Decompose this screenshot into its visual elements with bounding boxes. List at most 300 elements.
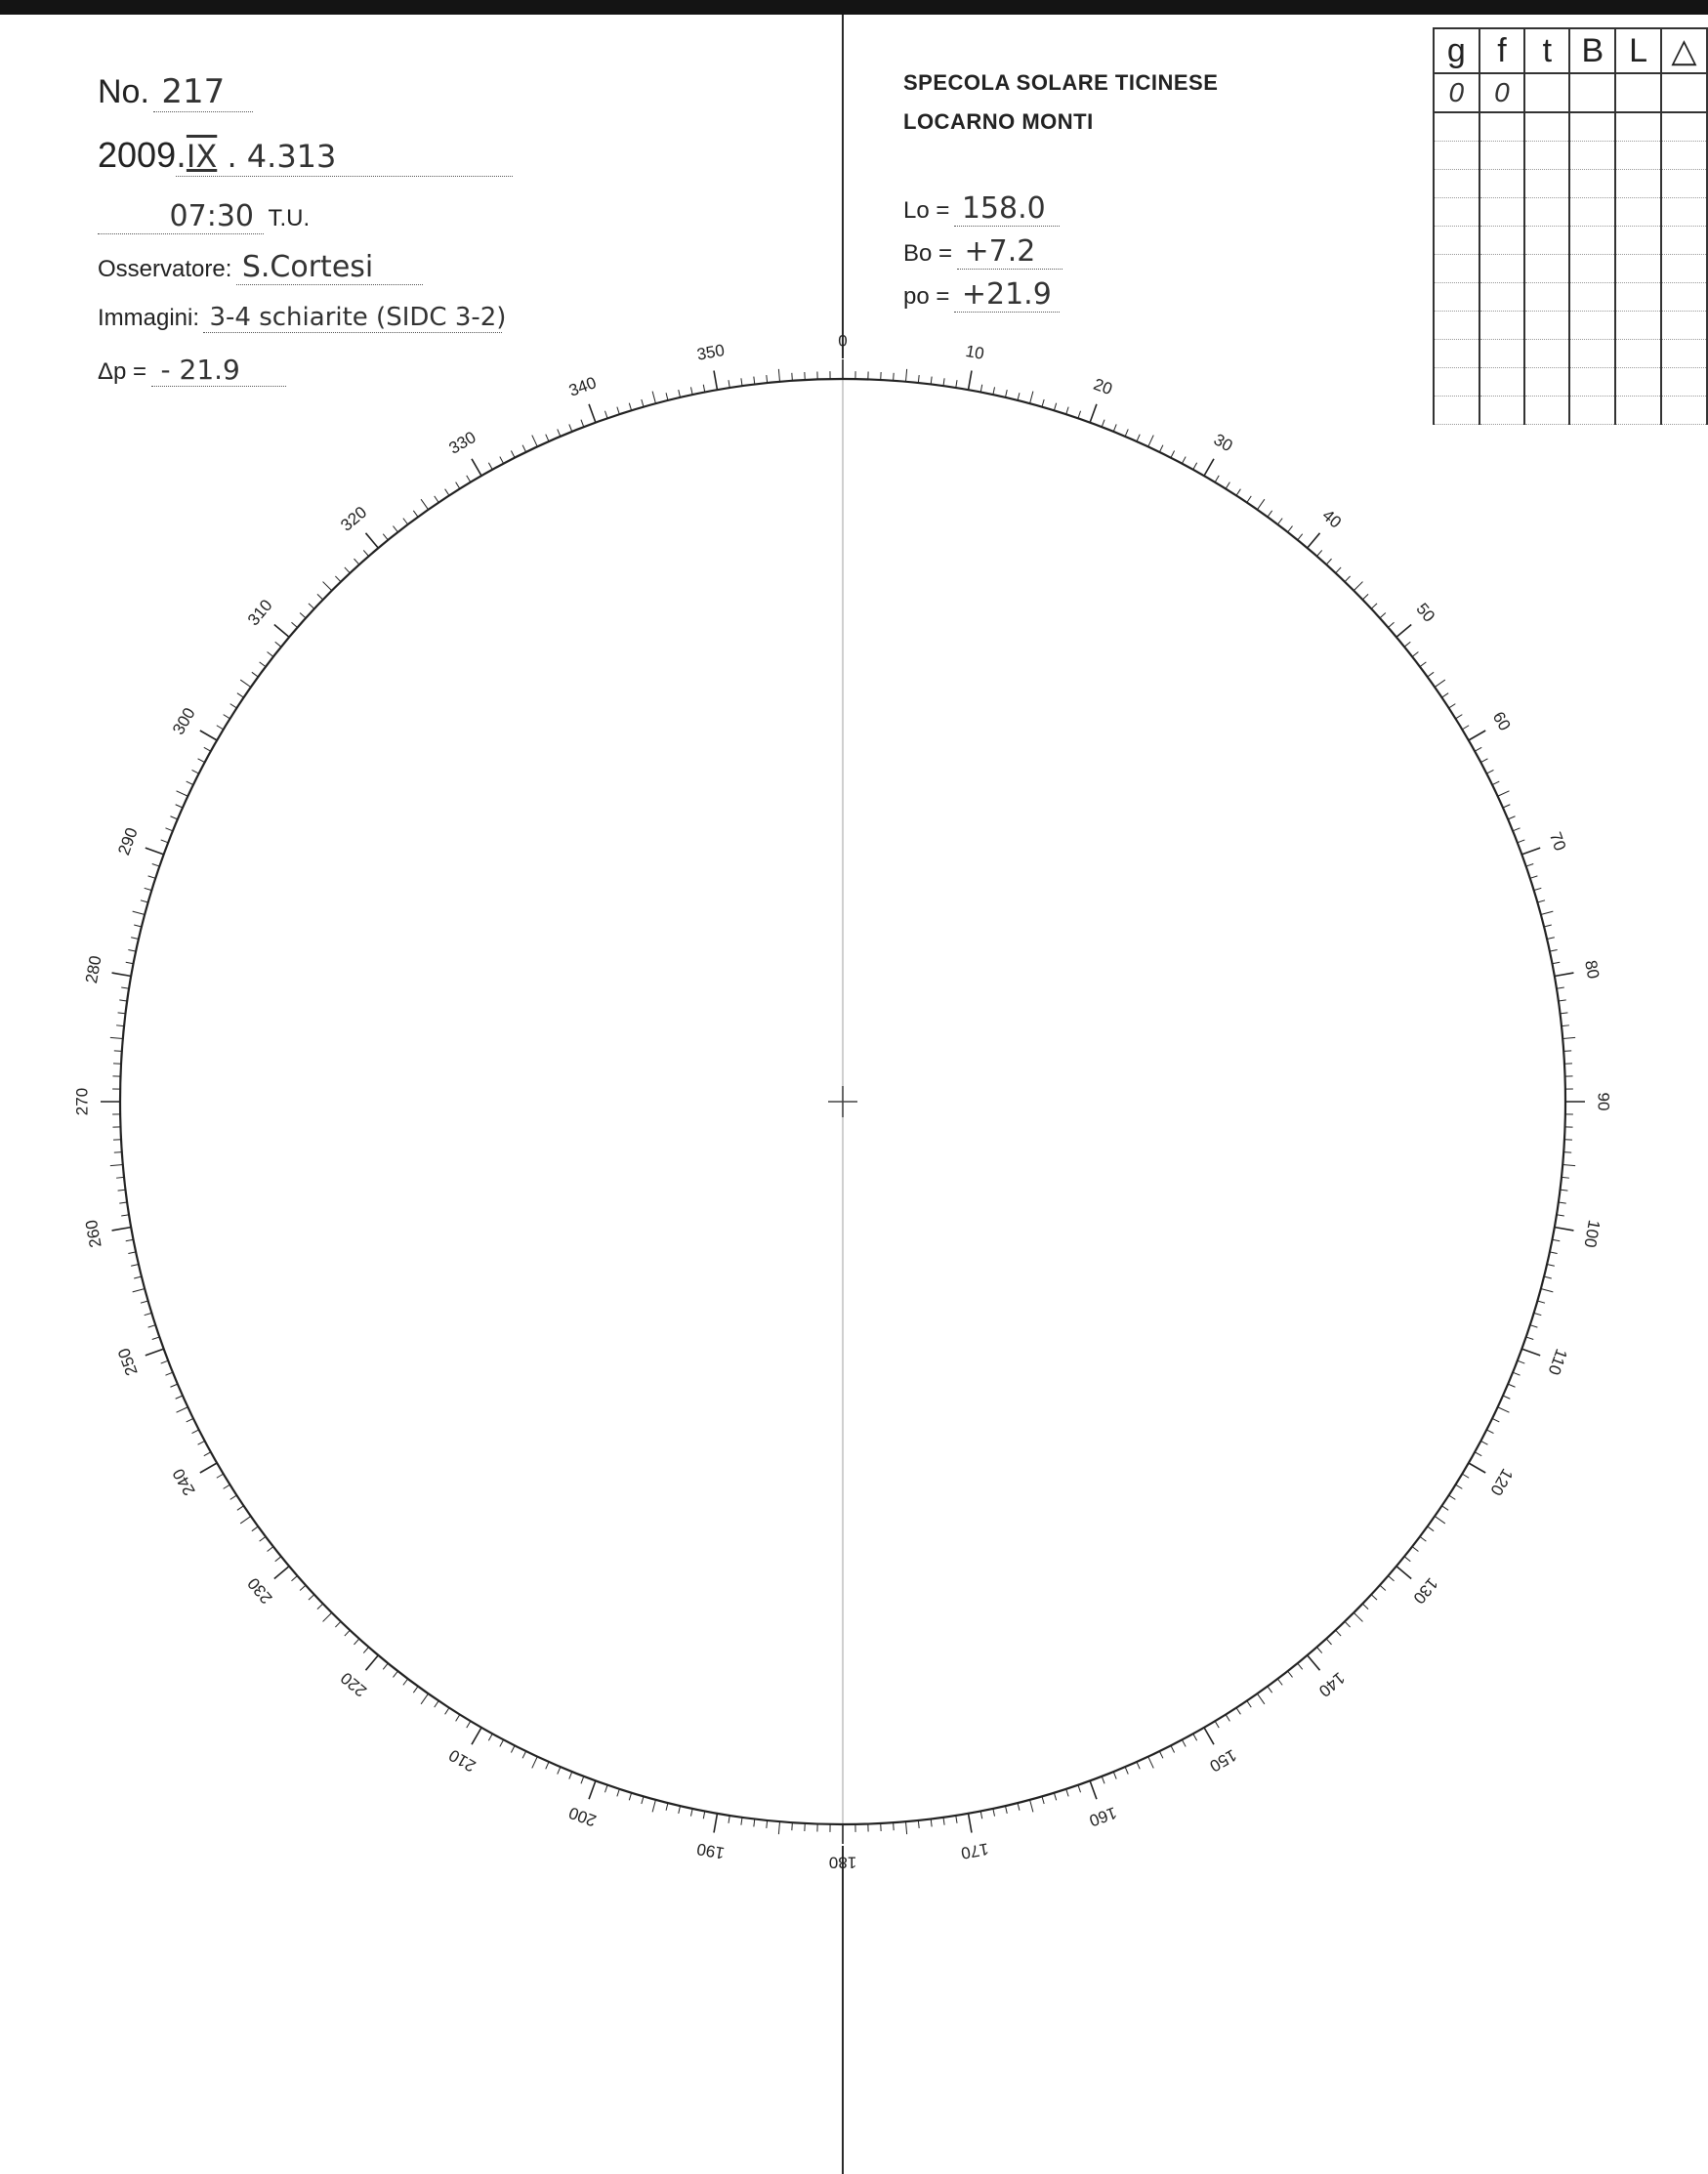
scale-tick	[1005, 1806, 1007, 1814]
scale-tick	[1268, 1687, 1272, 1693]
scale-tick	[198, 1441, 205, 1444]
scale-tick	[260, 1536, 266, 1541]
scale-tick	[317, 594, 323, 600]
scale-tick	[1247, 496, 1251, 503]
institution-location: LOCARNO MONTI	[903, 109, 1094, 134]
scale-tick	[268, 651, 273, 656]
scale-label: 80	[1581, 958, 1604, 981]
scale-tick	[1456, 715, 1463, 719]
scale-tick	[604, 411, 607, 419]
scale-tick	[703, 385, 705, 393]
scale-tick	[131, 938, 139, 940]
scale-tick	[354, 559, 358, 564]
scale-tick	[363, 550, 368, 556]
scale-tick	[1371, 1595, 1377, 1600]
scale-tick	[445, 1708, 449, 1715]
scale-tick	[918, 375, 919, 383]
scale-tick	[1544, 925, 1552, 927]
param-L0-label: Lo =	[903, 197, 950, 224]
scale-tick	[1354, 1612, 1362, 1621]
scale-tick	[148, 876, 156, 878]
scale-label: 230	[243, 1573, 276, 1608]
scale-tick	[230, 1495, 237, 1499]
scale-tick	[177, 1407, 188, 1412]
scale-tick	[1475, 747, 1481, 751]
scale-tick	[1236, 1708, 1240, 1715]
scale-tick	[931, 377, 932, 385]
scale-tick	[1547, 938, 1555, 940]
scale-tick	[1236, 489, 1240, 496]
scale-tick	[1552, 962, 1560, 964]
scale-tick	[1513, 1372, 1520, 1375]
scale-tick	[1526, 863, 1534, 866]
images-label: Immagini:	[98, 305, 200, 331]
scale-tick	[1518, 1360, 1524, 1363]
scale-tick	[1435, 680, 1445, 687]
scale-tick	[993, 387, 995, 395]
scale-tick	[1257, 1693, 1264, 1704]
scale-tick	[629, 403, 631, 411]
scale-tick	[792, 1822, 793, 1830]
scale-tick	[114, 1051, 122, 1052]
scale-tick	[467, 1721, 471, 1728]
scale-tick	[581, 1777, 584, 1783]
scale-tick	[1492, 781, 1499, 785]
param-p0-value: +21.9	[954, 277, 1060, 313]
scale-tick	[456, 482, 460, 489]
scale-tick	[161, 840, 168, 843]
scale-label: 60	[1488, 708, 1515, 734]
scale-label: 190	[695, 1839, 727, 1862]
scale-tick	[403, 519, 408, 524]
scale-label: 160	[1086, 1803, 1120, 1830]
scale-tick	[1547, 1264, 1555, 1266]
scale-tick	[133, 911, 146, 914]
scale-tick	[1404, 642, 1410, 647]
scale-label: 140	[1314, 1668, 1349, 1701]
scale-label: 240	[169, 1465, 199, 1499]
scale-tick	[1537, 1301, 1545, 1303]
scale-tick	[1257, 499, 1264, 510]
institution-name: SPECOLA SOLARE TICINESE	[903, 70, 1219, 95]
scale-tick	[558, 1767, 561, 1774]
scale-tick	[268, 1547, 273, 1552]
scale-tick	[317, 1604, 323, 1610]
scale-tick	[335, 576, 341, 582]
scale-tick	[754, 377, 755, 385]
scale-tick	[1054, 1793, 1056, 1801]
scale-tick	[240, 680, 251, 687]
scale-tick	[1125, 1767, 1128, 1774]
scale-tick	[1078, 1785, 1081, 1793]
scale-tick	[1054, 403, 1056, 411]
scale-tick	[1560, 1013, 1567, 1014]
column-header: L	[1615, 28, 1661, 73]
column-header: △	[1661, 28, 1707, 73]
scale-label: 10	[964, 341, 986, 363]
scale-tick	[778, 369, 779, 382]
scale-tick	[741, 378, 742, 386]
scale-tick	[383, 534, 388, 540]
scale-tick	[148, 1325, 156, 1327]
scale-tick	[931, 1819, 932, 1826]
scale-tick	[1480, 759, 1487, 763]
scale-tick	[403, 1679, 408, 1685]
scale-label: 0	[838, 331, 848, 351]
date-month: IX	[186, 138, 218, 175]
scale-tick	[204, 1452, 211, 1456]
scale-tick	[1404, 1557, 1410, 1562]
scale-label: 270	[72, 1087, 92, 1116]
scale-tick	[383, 1663, 388, 1669]
scale-tick	[1090, 1780, 1097, 1799]
scale-tick	[365, 1655, 378, 1670]
scale-tick	[187, 1418, 193, 1422]
scale-tick	[192, 770, 199, 773]
scale-tick	[1018, 393, 1020, 400]
scale-label: 150	[1206, 1745, 1240, 1776]
scale-label: 260	[82, 1218, 105, 1249]
scale-tick	[1345, 576, 1351, 582]
scale-tick	[569, 1772, 572, 1778]
scale-tick	[118, 1190, 126, 1191]
scale-tick	[1193, 463, 1197, 470]
scale-tick	[1508, 1384, 1515, 1387]
scale-tick	[1550, 1252, 1558, 1254]
scale-label: 290	[114, 824, 142, 858]
scale-tick	[1396, 624, 1411, 637]
scale-tick	[1336, 567, 1341, 573]
scale-tick	[177, 791, 188, 796]
scale-tick	[1268, 511, 1272, 517]
scale-tick	[546, 435, 549, 441]
scale-tick	[1298, 534, 1303, 540]
scale-label: 180	[828, 1853, 857, 1872]
scale-tick	[291, 1575, 297, 1580]
scale-tick	[1102, 1777, 1104, 1783]
scale-tick	[1562, 1037, 1575, 1038]
delta-p-value: - 21.9	[151, 354, 286, 387]
scale-tick	[1125, 429, 1128, 436]
scale-tick	[110, 1037, 123, 1038]
scale-tick	[145, 888, 152, 890]
scale-label: 120	[1486, 1465, 1517, 1499]
delta-p-label: Δp =	[98, 358, 147, 385]
date-year: 2009	[98, 135, 177, 175]
scale-tick	[1441, 693, 1448, 697]
scale-tick	[456, 1715, 460, 1722]
scale-tick	[204, 747, 211, 751]
scale-tick	[569, 424, 572, 431]
scale-tick	[980, 385, 982, 393]
scale-tick	[778, 1821, 779, 1834]
scale-tick	[165, 1372, 172, 1375]
scale-label: 110	[1544, 1346, 1571, 1378]
scale-label: 50	[1412, 599, 1439, 626]
scale-tick	[116, 1177, 124, 1178]
scale-tick	[112, 1227, 132, 1230]
scale-tick	[679, 1806, 681, 1814]
scale-tick	[1557, 987, 1564, 988]
scale-tick	[1508, 816, 1515, 819]
scale-tick	[1182, 457, 1186, 464]
scale-tick	[421, 1693, 428, 1704]
scale-tick	[956, 1816, 957, 1823]
scale-tick	[1563, 1051, 1571, 1052]
scale-tick	[1288, 1671, 1293, 1677]
scale-tick	[1247, 1700, 1251, 1707]
scale-tick	[1503, 805, 1510, 808]
scale-tick	[1277, 519, 1282, 524]
scale-tick	[1182, 1739, 1186, 1746]
scale-tick	[690, 387, 692, 395]
scale-tick	[1541, 911, 1554, 914]
scale-tick	[1544, 1276, 1552, 1278]
scale-tick	[309, 1595, 314, 1600]
scale-tick	[1005, 390, 1007, 397]
scale-tick	[1148, 436, 1153, 447]
scale-tick	[1298, 1663, 1303, 1669]
scale-label: 40	[1318, 505, 1346, 532]
scale-tick	[532, 1757, 537, 1769]
param-B0-value: +7.2	[957, 234, 1062, 270]
scale-label: 100	[1580, 1218, 1604, 1249]
scale-label: 320	[337, 502, 371, 535]
scale-tick	[1380, 1585, 1386, 1590]
scale-tick	[617, 1789, 619, 1797]
scale-tick	[187, 781, 193, 785]
scale-tick	[274, 1567, 289, 1579]
scale-label: 250	[114, 1345, 142, 1379]
scale-label: 70	[1545, 829, 1570, 854]
scale-tick	[176, 1396, 183, 1399]
scale-tick	[604, 1785, 607, 1793]
scale-tick	[240, 1516, 251, 1523]
scale-tick	[1396, 1567, 1411, 1579]
scale-tick	[118, 1013, 126, 1014]
table-cell[interactable]: 0	[1479, 73, 1525, 112]
scale-tick	[1412, 651, 1418, 656]
scale-tick	[131, 1264, 139, 1266]
scale-tick	[1559, 1202, 1566, 1203]
scale-tick	[1555, 973, 1574, 976]
scale-tick	[134, 1276, 142, 1278]
scale-tick	[511, 451, 515, 458]
scale-tick	[1449, 704, 1456, 708]
scale-tick	[1171, 451, 1175, 458]
scale-tick	[1159, 445, 1163, 452]
scale-tick	[1204, 1728, 1214, 1744]
scale-tick	[652, 1800, 655, 1813]
scale-tick	[1518, 840, 1524, 843]
param-B0-label: Bo =	[903, 240, 953, 267]
time-unit: T.U.	[268, 205, 311, 231]
scale-tick	[1090, 404, 1097, 423]
scale-tick	[217, 1474, 224, 1478]
scale-tick	[666, 393, 668, 400]
scale-tick	[589, 1780, 596, 1799]
record-number-value: 217	[153, 72, 253, 112]
param-p0-label: po =	[903, 283, 950, 310]
scale-tick	[1462, 1474, 1469, 1478]
scale-tick	[274, 624, 289, 637]
scale-tick	[1018, 1803, 1020, 1811]
scale-tick	[905, 1821, 906, 1834]
scale-tick	[121, 987, 129, 988]
scale-tick	[323, 1612, 332, 1621]
scale-tick	[1441, 1506, 1448, 1510]
scale-tick	[1428, 1526, 1434, 1531]
scale-tick	[1534, 1313, 1542, 1315]
scale-tick	[1550, 949, 1558, 951]
scale-tick	[237, 693, 244, 697]
scale-tick	[119, 1000, 127, 1001]
scale-tick	[1137, 1762, 1140, 1769]
scale-tick	[1521, 1349, 1540, 1356]
scale-tick	[128, 949, 136, 951]
scale-tick	[1066, 1789, 1068, 1797]
scale-tick	[1030, 392, 1033, 404]
scale-tick	[500, 1739, 504, 1746]
scale-tick	[1066, 407, 1068, 415]
scale-tick	[1435, 1516, 1445, 1523]
scale-tick	[679, 390, 681, 397]
scale-tick	[252, 672, 258, 677]
scale-tick	[224, 1484, 230, 1488]
scale-tick	[1563, 1152, 1571, 1153]
observer-value: S.Cortesi	[236, 250, 423, 285]
scale-tick	[767, 375, 768, 383]
scale-tick	[522, 1751, 526, 1758]
scale-tick	[230, 704, 237, 708]
scale-tick	[1277, 1679, 1282, 1685]
scale-tick	[1560, 1190, 1567, 1191]
scale-tick	[532, 436, 537, 447]
scale-tick	[1215, 476, 1219, 482]
scale-tick	[511, 1745, 515, 1752]
scale-tick	[119, 1202, 127, 1203]
scale-tick	[1498, 791, 1510, 796]
scale-tick	[1557, 1215, 1564, 1216]
scale-tick	[335, 1621, 341, 1627]
scale-label: 30	[1210, 430, 1236, 456]
scale-tick	[943, 378, 944, 386]
param-L0-value: 158.0	[954, 191, 1060, 227]
scale-tick	[1345, 1621, 1351, 1627]
scale-tick	[145, 1313, 152, 1315]
scale-tick	[617, 407, 619, 415]
scale-tick	[918, 1820, 919, 1828]
scale-tick	[445, 489, 449, 496]
scale-tick	[1503, 1396, 1510, 1399]
scale-tick	[980, 1811, 982, 1819]
scale-tick	[1412, 1547, 1418, 1552]
scale-label: 310	[243, 596, 276, 630]
scale-tick	[421, 499, 428, 510]
scale-tick	[1486, 1430, 1493, 1434]
scale-label: 200	[565, 1803, 600, 1830]
scale-tick	[1113, 1772, 1116, 1778]
scale-label: 280	[82, 954, 105, 985]
scale-tick	[1526, 1337, 1534, 1340]
column-header: f	[1479, 28, 1525, 73]
scale-tick	[1362, 1604, 1368, 1610]
scale-tick	[1530, 1325, 1538, 1327]
scale-tick	[121, 1215, 129, 1216]
scale-tick	[792, 373, 793, 381]
scale-tick	[894, 373, 895, 381]
scale-tick	[1137, 435, 1140, 441]
scale-tick	[558, 429, 561, 436]
scale-tick	[741, 1818, 742, 1825]
scale-tick	[275, 1557, 281, 1562]
scale-tick	[1316, 1647, 1321, 1652]
scale-tick	[522, 445, 526, 452]
scale-tick	[1193, 1734, 1197, 1740]
scale-tick	[1420, 662, 1426, 667]
scale-tick	[1388, 1575, 1394, 1580]
scale-label: 130	[1409, 1573, 1442, 1608]
scale-tick	[1456, 1484, 1463, 1488]
scale-tick	[1204, 459, 1214, 476]
scale-tick	[110, 1164, 123, 1165]
scale-label: 90	[1594, 1092, 1613, 1111]
scale-tick	[300, 1585, 306, 1590]
scale-tick	[198, 759, 205, 763]
scale-tick	[116, 1025, 124, 1026]
scale-tick	[435, 496, 438, 503]
scale-tick	[581, 420, 584, 427]
scale-tick	[152, 1337, 160, 1340]
scale-tick	[128, 1252, 136, 1254]
scale-tick	[993, 1809, 995, 1817]
scale-tick	[703, 1811, 705, 1819]
scale-tick	[1226, 482, 1229, 489]
scale-tick	[642, 399, 644, 407]
scale-label: 220	[337, 1668, 371, 1701]
column-header: B	[1569, 28, 1615, 73]
scale-tick	[467, 476, 471, 482]
scale-tick	[488, 1734, 492, 1740]
scale-tick	[300, 612, 306, 617]
scale-tick	[393, 1671, 397, 1677]
scale-tick	[152, 863, 160, 866]
scale-tick	[589, 404, 596, 423]
scale-tick	[652, 392, 655, 404]
scale-tick	[200, 731, 217, 740]
scale-tick	[200, 1463, 217, 1473]
table-cell[interactable]: 0	[1434, 73, 1479, 112]
scale-tick	[1486, 770, 1493, 773]
scale-tick	[488, 463, 492, 470]
scale-tick	[192, 1430, 199, 1434]
scale-tick	[894, 1822, 895, 1830]
scale-tick	[1215, 1721, 1219, 1728]
scale-tick	[291, 622, 297, 627]
scale-tick	[1102, 420, 1104, 427]
scale-tick	[309, 604, 314, 608]
scale-tick	[323, 582, 332, 591]
scale-tick	[1492, 1418, 1499, 1422]
scale-tick	[435, 1700, 438, 1707]
scale-tick	[1428, 672, 1434, 677]
scale-tick	[1042, 1796, 1044, 1804]
scale-tick	[1559, 1000, 1566, 1001]
scale-tick	[1148, 1757, 1153, 1769]
scale-tick	[1541, 1289, 1554, 1292]
scale-tick	[354, 1639, 358, 1645]
scale-tick	[1562, 1164, 1575, 1165]
